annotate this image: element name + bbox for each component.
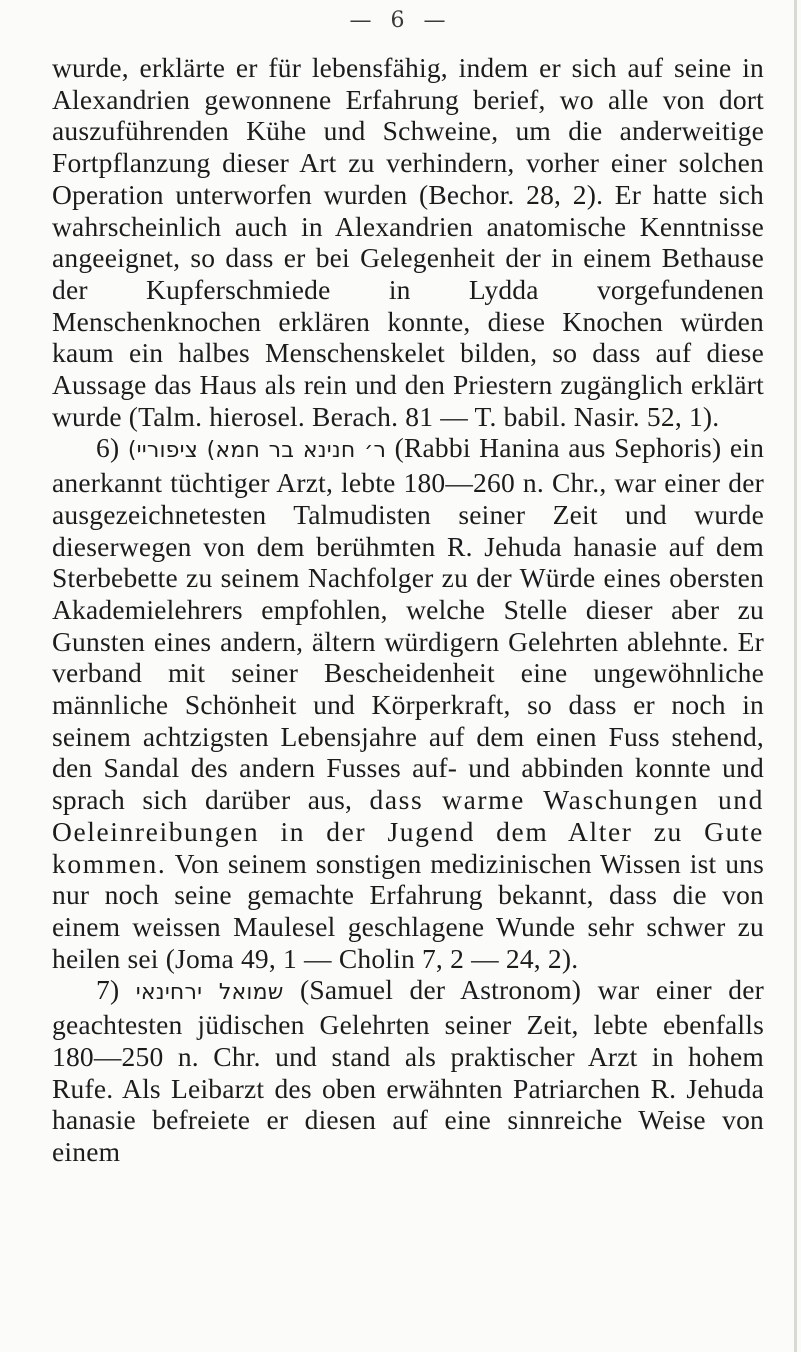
footnote-6-spaced-quote: dass warme Waschungen und Oeleinreibungen in der Jugend dem Alter zu Gute kommen. [52, 784, 764, 879]
footnote-7-hebrew-name: שמואל ירחינאי [135, 980, 284, 1006]
paragraph-continuation: wurde, erklärte er für lebensfähig, indem er sich auf seine in Alexandrien gewonnene Erfahrung berief, wo alle von dort auszuführenden Kühe und Schweine, um die anderweitige Fortpflanzung dieser Art zu verhindern, vorher einer solchen Operation unterworfen wurden (Bechor. 28, 2). Er hatte sich wahrscheinlich auch in Alexandrien anatomische Kenntnisse angeeignet, so dass er bei Gelegenheit der in einem Bethause der Kupferschmiede in Lydda vorgefundenen Menschenknochen erklären konnte, diese Knochen würden kaum ein halbes Menschenskelet bilden, so dass auf diese Aussage das Haus als rein und den Priestern zugänglich erklärt wurde (Talm. hierosel. Berach. 81 — T. babil. Nasir. 52, 1). [52, 52, 764, 432]
body-text [52, 52, 764, 1168]
page-edge-shadow [794, 0, 797, 1352]
footnote-6 [52, 432, 764, 974]
footnote-6-text-a: (Rabbi Hanina aus Sephoris) ein anerkannt tüchtiger Arzt, lebte 180—260 n. Chr., war einer der ausgezeichnetesten Talmudisten seiner Zeit und wurde dieserwegen von dem berühmten R. Jehuda hanasie auf dem Sterbebette zu seinem Nachfolger zu der Würde eines obersten Akademielehrers empfohlen, welche Stelle dieser aber zu Gunsten eines andern, ältern würdigern Gelehrten ablehnte. Er verband mit seiner Bescheidenheit eine ungewöhnliche männliche Schönheit und Körperkraft, so dass er noch in seinem achtzigsten Lebensjahre auf dem einen Fuss stehend, den Sandal des andern Fusses auf- und abbinden konnte und sprach sich darüber aus, [52, 432, 765, 816]
footnote-6-number: 6) [96, 432, 120, 464]
page-number: — 6 — [349, 8, 452, 33]
footnote-6-hebrew-name: ר׳ חנינא בר חמא) ציפוריי) [127, 438, 387, 464]
footnote-7-text: (Samuel der Astronom) war einer der geachtesten jüdischen Gelehrten seiner Zeit, lebte ebenfalls 180—250 n. Chr. und stand als praktischer Arzt in hohem Rufe. Als Leibarzt des oben erwähnten Patriarchen R. Jehuda hanasie befreiete er diesen auf eine sinnreiche Weise von einem [52, 974, 765, 1167]
footnote-6-text-b: Von seinem sonstigen medizinischen Wissen ist uns nur noch seine gemachte Erfahrung bekannt, dass die von einem weissen Maulesel geschlagene Wunde sehr schwer zu heilen sei (Joma 49, 1 — Cholin 7, 2 — 24, 2). [52, 847, 764, 974]
footnote-7-number: 7) [96, 974, 120, 1006]
footnote-7 [52, 974, 764, 1167]
